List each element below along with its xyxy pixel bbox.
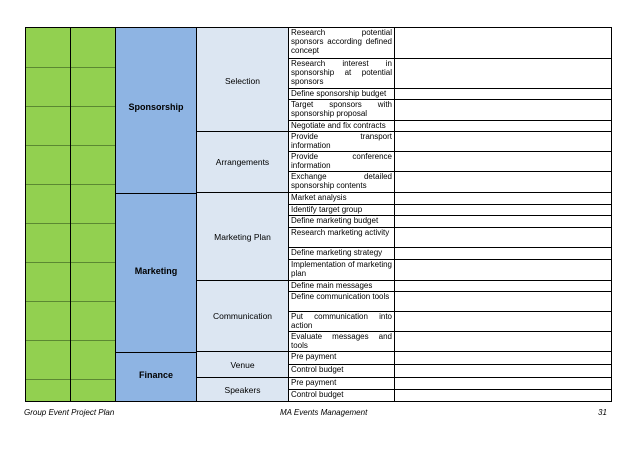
task-cell: Implementation of marketing plan (288, 260, 395, 281)
category-column (115, 27, 197, 402)
task-cell: Research marketing activity (288, 228, 395, 248)
task-cell: Pre payment (288, 378, 395, 390)
task-cell: Pre payment (288, 352, 395, 365)
task-cell: Define marketing strategy (288, 248, 395, 260)
green-column-1 (25, 27, 71, 402)
subgroup-arrangements: Arrangements (196, 131, 289, 193)
task-cell: Control budget (288, 390, 395, 402)
task-cell: Provide conference information (288, 152, 395, 172)
task-cell: Research interest in sponsorship at potential sponsors (288, 59, 395, 89)
footer-title: Group Event Project Plan (24, 408, 115, 417)
task-cell: Negotiate and fix contracts (288, 121, 395, 132)
task-cell: Define main messages (288, 281, 395, 292)
subgroup-marketing-plan: Marketing Plan (196, 192, 289, 281)
task-cell: Define communication tools (288, 292, 395, 312)
task-cell: Define marketing budget (288, 216, 395, 228)
task-cell: Exchange detailed sponsorship contents (288, 172, 395, 193)
category-marketing: Marketing (134, 266, 178, 276)
task-cell: Provide transport information (288, 132, 395, 152)
task-cell: Identify target group (288, 205, 395, 216)
empty-column (394, 27, 612, 402)
footer-center: MA Events Management (280, 408, 368, 417)
category-finance: Finance (138, 370, 173, 380)
task-cell: Target sponsors with sponsorship proposal (288, 100, 395, 121)
task-cell: Research potential sponsors according defined concept (288, 27, 395, 59)
subgroup-selection: Selection (196, 27, 289, 132)
task-cell: Evaluate messages and tools (288, 332, 395, 352)
page-number: 31 (598, 408, 607, 417)
subgroup-speakers: Speakers (196, 377, 289, 402)
task-cell: Control budget (288, 365, 395, 378)
category-sponsorship: Sponsorship (128, 102, 184, 112)
task-cell: Market analysis (288, 193, 395, 205)
green-column-2 (70, 27, 116, 402)
subgroup-communication: Communication (196, 280, 289, 352)
subgroup-venue: Venue (196, 351, 289, 378)
task-cell: Define sponsorship budget (288, 89, 395, 100)
task-cell: Put communication into action (288, 312, 395, 332)
